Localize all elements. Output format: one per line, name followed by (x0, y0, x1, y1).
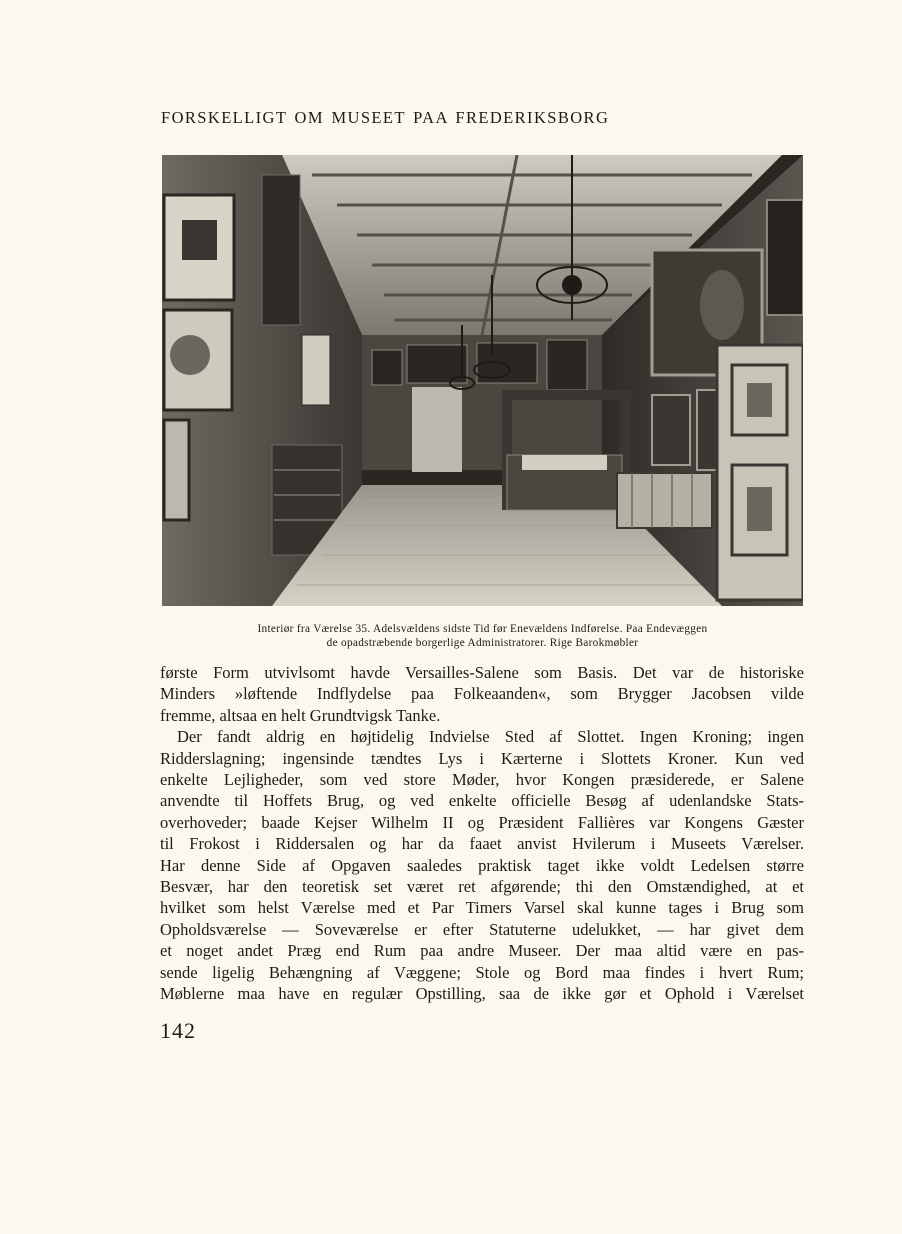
text-line: Ridderslagning; ingensinde tændtes Lys i Kærterne i Slottets Kroner. Kun ved (160, 748, 804, 768)
text-line: Opholdsværelse — Soveværelse er efter Statuterne udelukket, — har givet dem (160, 919, 804, 939)
text-line: enkelte Lejligheder, som ved store Møder, hvor Kongen præsiderede, er Salene (160, 770, 804, 790)
text-line: anvendte til Hoffets Brug, og ved enkelte officielle Besøg af udenlandske Stats- (160, 791, 804, 811)
text-line: Der fandt aldrig en højtidelig Indvielse Sted af Slottet. Ingen Kroning; ingen (177, 727, 804, 747)
text-line: Besvær, har den teoretisk set været ret afgørende; thi den Omstændighed, at et (160, 877, 804, 897)
text-line: Møblerne maa have en regulær Opstilling, saa de ikke gør et Ophold i Værelset (160, 984, 804, 1004)
text-line: overhoveder; baade Kejser Wilhelm II og Præsident Fallières var Kongens Gæster (160, 812, 804, 832)
paragraph (160, 726, 804, 1004)
paragraph-continued (160, 662, 804, 726)
caption-line: Interiør fra Værelse 35. Adelsvældens sidste Tid før Enevældens Indførelse. Paa Endevæggen (257, 623, 708, 635)
running-title: FORSKELLIGT OM MUSEET PAA FREDERIKSBORG (161, 108, 610, 127)
text-line: hvilket som helst Værelse med et Par Timers Varsel skal kunne tages i Brug som (160, 898, 804, 918)
text-line: fremme, altsaa en helt Grundtvigsk Tanke. (160, 705, 441, 725)
body-text (160, 662, 804, 1005)
caption-line: de opadstræbende borgerlige Administratorer. Rige Barokmøbler (326, 637, 639, 649)
figure-caption (162, 622, 803, 650)
text-line: et noget andet Præg end Rum paa andre Museer. Der maa altid være en pas- (160, 941, 804, 961)
interior-photograph (162, 155, 803, 606)
text-line: sende ligelig Behængning af Væggene; Stole og Bord maa findes i hvert Rum; (160, 962, 804, 982)
page-number: 142 (160, 1018, 196, 1043)
text-line: første Form utvivlsomt havde Versailles-Salene som Basis. Det var de historiske (160, 663, 804, 682)
text-line: til Frokost i Riddersalen og har da faaet anvist Hvilerum i Museets Værelser. (160, 834, 804, 854)
text-line: Minders »løftende Indflydelse paa Folkeaanden«, som Brygger Jacobsen vilde (160, 684, 804, 704)
text-line: Har denne Side af Opgaven saaledes praktisk taget ikke voldt Ledelsen større (160, 855, 804, 875)
